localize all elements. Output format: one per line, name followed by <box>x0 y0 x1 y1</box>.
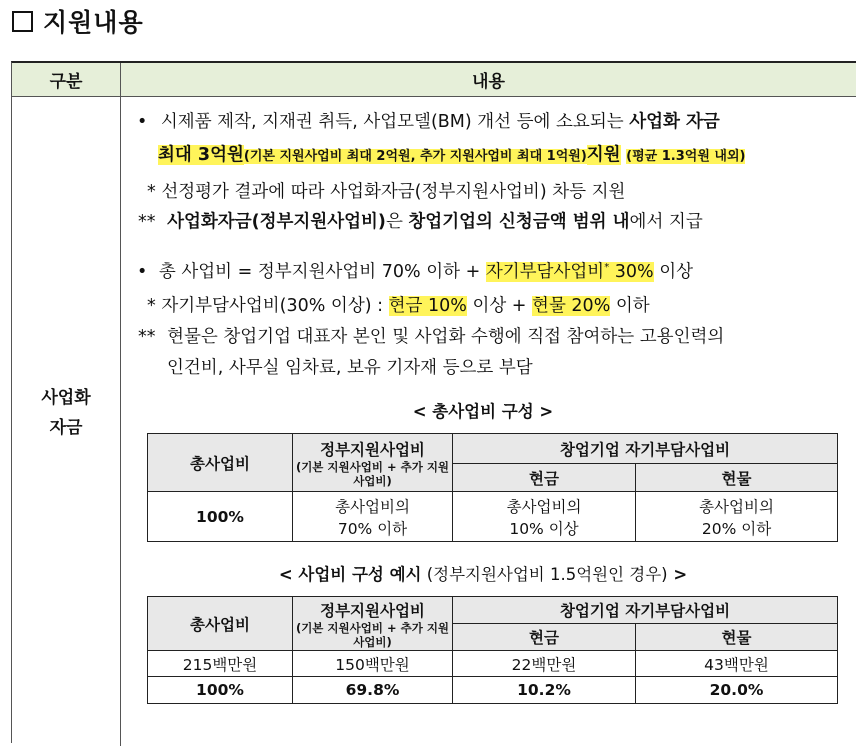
table-2-caption <box>55 561 856 585</box>
note-4-text-1: 현물은 창업기업 대표자 본인 및 사업화 수행에 직접 참여하는 고용인력의 <box>167 327 725 347</box>
t1-header-self: 창업기업 자기부담사업비 <box>453 434 838 464</box>
t1-cell-gov-2: 70% 이하 <box>337 519 408 538</box>
note-3 <box>147 294 650 318</box>
t1-cell-kind-1: 총사업비의 <box>699 497 774 516</box>
t2-header-gov-title: 정부지원사업비 <box>320 601 425 620</box>
row-label-line1: 사업화 <box>41 388 91 408</box>
table-2-caption-main: < 사업비 구성 예시 <box>278 565 422 584</box>
note-2-text-2: 에서 지급 <box>629 212 703 232</box>
in-kind-ratio: 현물 20% <box>532 296 611 316</box>
note-2 <box>138 210 703 234</box>
max-amount: 최대 3억원 <box>158 145 244 165</box>
t1-cell-gov-1: 총사업비의 <box>335 497 410 516</box>
t2-r1-total: 215백만원 <box>148 651 293 677</box>
bullet-2 <box>137 256 693 284</box>
t2-r1-cash: 22백만원 <box>453 651 636 677</box>
table-1-caption: < 총사업비 구성 > <box>412 402 554 421</box>
bullet-1-text: 시제품 제작, 지재권 취득, 사업모델(BM) 개선 등에 소요되는 <box>160 112 630 132</box>
t1-cell-cash-2: 10% 이상 <box>509 519 579 538</box>
t1-cell-kind-2: 20% 이하 <box>701 519 772 538</box>
t1-header-total: 총사업비 <box>148 434 293 492</box>
section-title-text: 지원내용 <box>43 8 144 37</box>
t2-header-cash: 현금 <box>453 624 636 651</box>
t2-r2-in-kind: 20.0% <box>636 677 838 704</box>
note-2-mark: ** <box>138 212 156 232</box>
bullet-mark: • <box>137 261 148 282</box>
average-amount: (평균 1.3억원 내외) <box>626 149 746 164</box>
note-2-bold-2: 창업기업의 신청금액 범위 내 <box>408 212 630 232</box>
t2-r2-cash: 10.2% <box>453 677 636 704</box>
self-burden-label <box>486 262 654 282</box>
t1-cell-cash <box>453 492 636 542</box>
t1-cell-in-kind <box>636 492 838 542</box>
note-2-bold-1: 사업화자금(정부지원사업비) <box>167 212 386 232</box>
t2-r1-in-kind: 43백만원 <box>636 651 838 677</box>
row-label-line2: 자금 <box>49 418 83 438</box>
max-amount-detail: (기본 지원사업비 최대 2억원, 추가 지원사업비 최대 1억원) <box>243 149 587 164</box>
note-3-text-3: 이하 <box>610 296 650 316</box>
bullet-1-line-2 <box>158 143 745 169</box>
note-3-text-1: * 자기부담사업비(30% 이상) : <box>147 296 389 316</box>
bullet-1-line-1 <box>137 110 720 134</box>
self-burden-percent: 30% <box>609 261 654 282</box>
header-category: 구분 <box>12 63 121 96</box>
note-4-line-2: 인건비, 사무실 임차료, 보유 기자재 등으로 부담 <box>167 358 533 378</box>
note-2-text-1: 은 <box>385 212 409 232</box>
t1-header-gov-title: 정부지원사업비 <box>320 440 425 459</box>
table-2-caption-end: > <box>667 565 688 584</box>
bullet-2-tail: 이상 <box>653 261 694 282</box>
t1-cell-cash-1: 총사업비의 <box>506 497 582 516</box>
t1-cell-gov <box>293 492 453 542</box>
t1-cell-total: 100% <box>148 492 293 542</box>
note-4-line-1 <box>138 325 724 349</box>
bullet-1-bold: 사업화 자금 <box>629 112 720 132</box>
t2-header-total: 총사업비 <box>148 597 293 651</box>
total-cost-table <box>147 433 838 542</box>
header-content: 내용 <box>472 72 505 92</box>
t2-header-gov <box>293 597 453 651</box>
t1-header-gov <box>293 434 453 492</box>
bullet-mark: • <box>137 112 148 132</box>
section-title <box>12 4 144 38</box>
bullet-2-text: 총 사업비 = 정부지원사업비 70% 이하 + <box>158 261 486 282</box>
t2-r1-gov: 150백만원 <box>293 651 453 677</box>
table-2-caption-note: (정부지원사업비 1.5억원인 경우) <box>421 565 668 584</box>
checkbox-icon <box>12 11 33 32</box>
t1-header-cash: 현금 <box>453 464 636 492</box>
t2-header-self: 창업기업 자기부담사업비 <box>453 597 838 624</box>
t2-r2-gov: 69.8% <box>293 677 453 704</box>
cash-ratio: 현금 10% <box>388 296 467 316</box>
t1-header-gov-sub: (기본 지원사업비 + 추가 지원사업비) <box>295 459 450 488</box>
t2-r2-total: 100% <box>148 677 293 704</box>
support-table-header <box>12 63 856 97</box>
self-burden-asterisk: * <box>604 262 610 273</box>
t2-header-in-kind: 현물 <box>636 624 838 651</box>
note-3-text-2: 이상 + <box>466 296 533 316</box>
note-4-mark: ** <box>138 327 156 347</box>
self-burden-text: 자기부담사업비 <box>485 261 605 282</box>
note-1: * 선정평가 결과에 따라 사업화자금(정부지원사업비) 차등 지원 <box>147 182 626 202</box>
t1-header-in-kind: 현물 <box>636 464 838 492</box>
t2-header-gov-sub: (기본 지원사업비 + 추가 지원사업비) <box>295 620 450 649</box>
example-cost-table <box>147 596 838 704</box>
support-word: 지원 <box>586 145 621 165</box>
